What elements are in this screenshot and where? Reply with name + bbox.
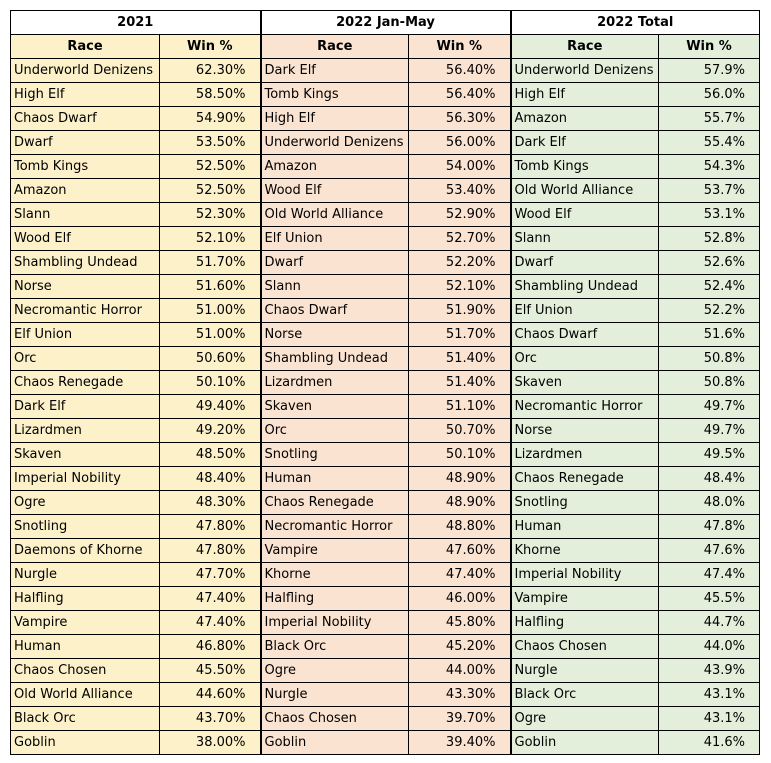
win-header-2022-total[interactable]: Win % [659, 35, 760, 59]
win-cell-2021[interactable]: 48.30% [160, 491, 261, 515]
win-cell-2021[interactable]: 51.60% [160, 275, 261, 299]
win-cell-2022-total[interactable]: 56.0% [659, 83, 760, 107]
win-cell-2022-total[interactable]: 49.5% [659, 443, 760, 467]
race-cell-2022-jan-may[interactable]: Goblin [261, 731, 409, 755]
race-cell-2021[interactable]: Nurgle [11, 563, 160, 587]
race-cell-2022-jan-may[interactable]: Halfling [261, 587, 409, 611]
race-cell-2021[interactable]: Slann [11, 203, 160, 227]
race-cell-2022-jan-may[interactable]: Vampire [261, 539, 409, 563]
table-row [11, 467, 760, 491]
race-cell-2021[interactable]: Chaos Dwarf [11, 107, 160, 131]
win-cell-2022-jan-may[interactable]: 52.20% [409, 251, 511, 275]
race-cell-2022-total[interactable]: Underworld Denizens [511, 59, 659, 83]
race-cell-2022-jan-may[interactable]: Orc [261, 419, 409, 443]
column-header-row [11, 35, 760, 59]
win-cell-2022-total[interactable]: 49.7% [659, 419, 760, 443]
race-cell-2022-total[interactable]: Orc [511, 347, 659, 371]
table-row [11, 203, 760, 227]
race-cell-2022-jan-may[interactable]: Black Orc [261, 635, 409, 659]
race-cell-2022-total[interactable]: Black Orc [511, 683, 659, 707]
race-cell-2022-jan-may[interactable]: Tomb Kings [261, 83, 409, 107]
win-cell-2022-jan-may[interactable]: 50.70% [409, 419, 511, 443]
race-cell-2022-total[interactable]: Snotling [511, 491, 659, 515]
win-cell-2021[interactable]: 50.60% [160, 347, 261, 371]
table-row [11, 539, 760, 563]
table-row [11, 251, 760, 275]
win-cell-2022-jan-may[interactable]: 46.00% [409, 587, 511, 611]
win-cell-2022-total[interactable]: 48.0% [659, 491, 760, 515]
race-cell-2022-total[interactable]: Shambling Undead [511, 275, 659, 299]
win-rate-table [10, 10, 760, 755]
race-cell-2021[interactable]: Snotling [11, 515, 160, 539]
table-row [11, 227, 760, 251]
win-cell-2022-jan-may[interactable]: 39.70% [409, 707, 511, 731]
table-row [11, 683, 760, 707]
race-cell-2022-jan-may[interactable]: Skaven [261, 395, 409, 419]
win-header-2021[interactable]: Win % [160, 35, 261, 59]
win-cell-2022-total[interactable]: 55.7% [659, 107, 760, 131]
race-cell-2021[interactable]: Old World Alliance [11, 683, 160, 707]
race-cell-2022-total[interactable]: Dark Elf [511, 131, 659, 155]
race-header-2022-jan-may[interactable]: Race [261, 35, 409, 59]
win-cell-2021[interactable]: 49.20% [160, 419, 261, 443]
win-cell-2021[interactable]: 44.60% [160, 683, 261, 707]
race-cell-2022-total[interactable]: Slann [511, 227, 659, 251]
race-cell-2022-total[interactable]: Amazon [511, 107, 659, 131]
race-cell-2021[interactable]: Human [11, 635, 160, 659]
win-cell-2021[interactable]: 62.30% [160, 59, 261, 83]
race-cell-2022-jan-may[interactable]: Norse [261, 323, 409, 347]
win-cell-2022-total[interactable]: 55.4% [659, 131, 760, 155]
race-cell-2022-total[interactable]: Necromantic Horror [511, 395, 659, 419]
race-cell-2021[interactable]: Dark Elf [11, 395, 160, 419]
win-cell-2022-total[interactable]: 44.0% [659, 635, 760, 659]
race-cell-2021[interactable]: Necromantic Horror [11, 299, 160, 323]
win-cell-2021[interactable]: 47.40% [160, 587, 261, 611]
race-cell-2022-total[interactable]: Nurgle [511, 659, 659, 683]
win-cell-2022-total[interactable]: 47.8% [659, 515, 760, 539]
table-row [11, 59, 760, 83]
race-cell-2022-jan-may[interactable]: High Elf [261, 107, 409, 131]
table-row [11, 587, 760, 611]
win-header-2022-jan-may[interactable]: Win % [409, 35, 511, 59]
race-cell-2021[interactable]: Underworld Denizens [11, 59, 160, 83]
win-cell-2021[interactable]: 46.80% [160, 635, 261, 659]
win-cell-2022-total[interactable]: 44.7% [659, 611, 760, 635]
win-cell-2022-jan-may[interactable]: 56.30% [409, 107, 511, 131]
table-row [11, 419, 760, 443]
race-cell-2021[interactable]: Ogre [11, 491, 160, 515]
race-cell-2021[interactable]: Imperial Nobility [11, 467, 160, 491]
race-cell-2021[interactable]: Skaven [11, 443, 160, 467]
win-cell-2022-jan-may[interactable]: 47.60% [409, 539, 511, 563]
win-cell-2022-jan-may[interactable]: 56.40% [409, 83, 511, 107]
race-cell-2021[interactable]: Halfling [11, 587, 160, 611]
win-cell-2022-jan-may[interactable]: 52.10% [409, 275, 511, 299]
race-cell-2022-total[interactable]: Chaos Dwarf [511, 323, 659, 347]
race-cell-2022-jan-may[interactable]: Dark Elf [261, 59, 409, 83]
win-cell-2022-jan-may[interactable]: 48.80% [409, 515, 511, 539]
win-cell-2021[interactable]: 51.00% [160, 323, 261, 347]
win-cell-2021[interactable]: 54.90% [160, 107, 261, 131]
win-cell-2022-jan-may[interactable]: 52.90% [409, 203, 511, 227]
win-cell-2021[interactable]: 52.30% [160, 203, 261, 227]
win-cell-2021[interactable]: 47.70% [160, 563, 261, 587]
race-cell-2022-jan-may[interactable]: Elf Union [261, 227, 409, 251]
race-cell-2022-jan-may[interactable]: Chaos Dwarf [261, 299, 409, 323]
win-cell-2022-total[interactable]: 43.1% [659, 683, 760, 707]
race-cell-2021[interactable]: Black Orc [11, 707, 160, 731]
race-cell-2021[interactable]: Shambling Undead [11, 251, 160, 275]
win-cell-2022-total[interactable]: 57.9% [659, 59, 760, 83]
table-row [11, 323, 760, 347]
race-cell-2021[interactable]: Amazon [11, 179, 160, 203]
table-row [11, 179, 760, 203]
win-cell-2021[interactable]: 51.70% [160, 251, 261, 275]
table-row [11, 635, 760, 659]
race-cell-2022-total[interactable]: High Elf [511, 83, 659, 107]
race-cell-2022-jan-may[interactable]: Chaos Renegade [261, 491, 409, 515]
win-cell-2021[interactable]: 47.80% [160, 515, 261, 539]
race-cell-2021[interactable]: Lizardmen [11, 419, 160, 443]
race-cell-2022-total[interactable]: Vampire [511, 587, 659, 611]
race-cell-2022-jan-may[interactable]: Snotling [261, 443, 409, 467]
table-row [11, 515, 760, 539]
race-cell-2021[interactable]: Norse [11, 275, 160, 299]
race-cell-2021[interactable]: Wood Elf [11, 227, 160, 251]
race-cell-2022-jan-may[interactable]: Old World Alliance [261, 203, 409, 227]
win-cell-2021[interactable]: 47.40% [160, 611, 261, 635]
race-cell-2021[interactable]: Chaos Renegade [11, 371, 160, 395]
race-header-2021[interactable]: Race [11, 35, 160, 59]
win-cell-2021[interactable]: 50.10% [160, 371, 261, 395]
win-cell-2022-total[interactable]: 43.9% [659, 659, 760, 683]
race-cell-2022-total[interactable]: Ogre [511, 707, 659, 731]
win-cell-2022-total[interactable]: 45.5% [659, 587, 760, 611]
win-cell-2021[interactable]: 52.50% [160, 155, 261, 179]
race-cell-2021[interactable]: Orc [11, 347, 160, 371]
win-cell-2022-jan-may[interactable]: 44.00% [409, 659, 511, 683]
race-header-2022-total[interactable]: Race [511, 35, 659, 59]
race-cell-2022-jan-may[interactable]: Shambling Undead [261, 347, 409, 371]
group-title-2022-total[interactable]: 2022 Total [511, 11, 760, 35]
race-cell-2022-total[interactable]: Old World Alliance [511, 179, 659, 203]
win-cell-2022-total[interactable]: 53.1% [659, 203, 760, 227]
table-row [11, 707, 760, 731]
race-cell-2021[interactable]: Daemons of Khorne [11, 539, 160, 563]
win-cell-2021[interactable]: 48.50% [160, 443, 261, 467]
group-title-2021[interactable]: 2021 [11, 11, 261, 35]
win-cell-2021[interactable]: 45.50% [160, 659, 261, 683]
race-cell-2022-total[interactable]: Human [511, 515, 659, 539]
race-cell-2022-jan-may[interactable]: Amazon [261, 155, 409, 179]
group-title-2022-jan-may[interactable]: 2022 Jan-May [261, 11, 511, 35]
race-cell-2022-jan-may[interactable]: Khorne [261, 563, 409, 587]
win-cell-2022-total[interactable]: 41.6% [659, 731, 760, 755]
table-row [11, 395, 760, 419]
table-row [11, 347, 760, 371]
table-row [11, 131, 760, 155]
win-cell-2022-total[interactable]: 48.4% [659, 467, 760, 491]
table-row [11, 83, 760, 107]
race-cell-2021[interactable]: Dwarf [11, 131, 160, 155]
win-cell-2022-total[interactable]: 50.8% [659, 347, 760, 371]
win-cell-2021[interactable]: 58.50% [160, 83, 261, 107]
race-cell-2022-jan-may[interactable]: Ogre [261, 659, 409, 683]
race-cell-2022-total[interactable]: Halfling [511, 611, 659, 635]
race-cell-2022-total[interactable]: Lizardmen [511, 443, 659, 467]
win-cell-2022-total[interactable]: 50.8% [659, 371, 760, 395]
table-row [11, 107, 760, 131]
win-cell-2022-jan-may[interactable]: 43.30% [409, 683, 511, 707]
race-cell-2021[interactable]: High Elf [11, 83, 160, 107]
win-cell-2022-total[interactable]: 51.6% [659, 323, 760, 347]
win-cell-2022-jan-may[interactable]: 45.80% [409, 611, 511, 635]
race-cell-2022-jan-may[interactable]: Nurgle [261, 683, 409, 707]
table-row [11, 371, 760, 395]
race-cell-2022-total[interactable]: Khorne [511, 539, 659, 563]
table-row [11, 731, 760, 755]
win-cell-2022-jan-may[interactable]: 39.40% [409, 731, 511, 755]
race-cell-2022-total[interactable]: Imperial Nobility [511, 563, 659, 587]
table-row [11, 443, 760, 467]
race-cell-2022-jan-may[interactable]: Dwarf [261, 251, 409, 275]
win-cell-2022-jan-may[interactable]: 51.40% [409, 371, 511, 395]
race-cell-2022-jan-may[interactable]: Lizardmen [261, 371, 409, 395]
race-cell-2022-jan-may[interactable]: Slann [261, 275, 409, 299]
win-cell-2022-total[interactable]: 53.7% [659, 179, 760, 203]
race-cell-2022-jan-may[interactable]: Necromantic Horror [261, 515, 409, 539]
race-cell-2022-total[interactable]: Elf Union [511, 299, 659, 323]
win-cell-2022-total[interactable]: 52.6% [659, 251, 760, 275]
win-cell-2022-total[interactable]: 52.4% [659, 275, 760, 299]
win-cell-2021[interactable]: 38.00% [160, 731, 261, 755]
win-cell-2022-jan-may[interactable]: 45.20% [409, 635, 511, 659]
win-cell-2022-total[interactable]: 47.6% [659, 539, 760, 563]
win-cell-2022-jan-may[interactable]: 48.90% [409, 467, 511, 491]
win-cell-2022-jan-may[interactable]: 51.90% [409, 299, 511, 323]
win-cell-2022-total[interactable]: 47.4% [659, 563, 760, 587]
win-cell-2022-total[interactable]: 52.2% [659, 299, 760, 323]
win-cell-2021[interactable]: 48.40% [160, 467, 261, 491]
win-cell-2022-jan-may[interactable]: 52.70% [409, 227, 511, 251]
race-cell-2022-total[interactable]: Norse [511, 419, 659, 443]
win-cell-2022-total[interactable]: 43.1% [659, 707, 760, 731]
table-row [11, 659, 760, 683]
race-cell-2022-total[interactable]: Skaven [511, 371, 659, 395]
win-cell-2022-jan-may[interactable]: 47.40% [409, 563, 511, 587]
win-cell-2022-total[interactable]: 49.7% [659, 395, 760, 419]
win-cell-2021[interactable]: 43.70% [160, 707, 261, 731]
race-cell-2022-total[interactable]: Tomb Kings [511, 155, 659, 179]
win-cell-2022-total[interactable]: 52.8% [659, 227, 760, 251]
race-cell-2022-jan-may[interactable]: Imperial Nobility [261, 611, 409, 635]
race-cell-2022-total[interactable]: Goblin [511, 731, 659, 755]
table-row [11, 299, 760, 323]
race-cell-2021[interactable]: Chaos Chosen [11, 659, 160, 683]
race-cell-2021[interactable]: Tomb Kings [11, 155, 160, 179]
group-title-row [11, 11, 760, 35]
win-cell-2022-jan-may[interactable]: 50.10% [409, 443, 511, 467]
win-cell-2022-jan-may[interactable]: 51.70% [409, 323, 511, 347]
race-cell-2022-jan-may[interactable]: Wood Elf [261, 179, 409, 203]
race-cell-2021[interactable]: Goblin [11, 731, 160, 755]
table-row [11, 611, 760, 635]
win-cell-2021[interactable]: 47.80% [160, 539, 261, 563]
win-cell-2021[interactable]: 53.50% [160, 131, 261, 155]
table-row [11, 491, 760, 515]
win-cell-2022-jan-may[interactable]: 53.40% [409, 179, 511, 203]
race-cell-2022-jan-may[interactable]: Underworld Denizens [261, 131, 409, 155]
race-cell-2022-total[interactable]: Chaos Renegade [511, 467, 659, 491]
win-cell-2022-jan-may[interactable]: 56.00% [409, 131, 511, 155]
race-cell-2022-jan-may[interactable]: Chaos Chosen [261, 707, 409, 731]
win-cell-2021[interactable]: 52.50% [160, 179, 261, 203]
win-cell-2021[interactable]: 49.40% [160, 395, 261, 419]
race-cell-2022-total[interactable]: Dwarf [511, 251, 659, 275]
race-cell-2021[interactable]: Vampire [11, 611, 160, 635]
race-cell-2022-jan-may[interactable]: Human [261, 467, 409, 491]
race-cell-2022-total[interactable]: Chaos Chosen [511, 635, 659, 659]
win-cell-2022-jan-may[interactable]: 54.00% [409, 155, 511, 179]
win-cell-2022-total[interactable]: 54.3% [659, 155, 760, 179]
race-cell-2021[interactable]: Elf Union [11, 323, 160, 347]
race-cell-2022-total[interactable]: Wood Elf [511, 203, 659, 227]
win-cell-2022-jan-may[interactable]: 51.40% [409, 347, 511, 371]
win-cell-2022-jan-may[interactable]: 48.90% [409, 491, 511, 515]
win-cell-2021[interactable]: 52.10% [160, 227, 261, 251]
win-cell-2021[interactable]: 51.00% [160, 299, 261, 323]
table-row [11, 155, 760, 179]
table-row [11, 275, 760, 299]
table-row [11, 563, 760, 587]
win-cell-2022-jan-may[interactable]: 56.40% [409, 59, 511, 83]
win-cell-2022-jan-may[interactable]: 51.10% [409, 395, 511, 419]
